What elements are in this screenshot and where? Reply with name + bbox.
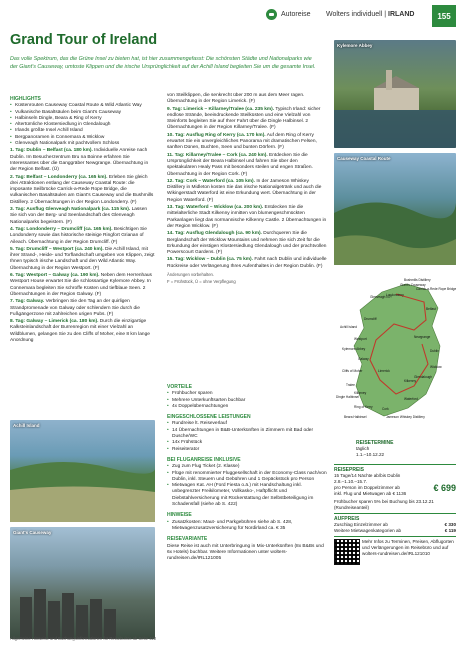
section-country: IRLAND <box>388 11 415 18</box>
itinerary-day <box>10 227 155 246</box>
fruehbucher-text: Frühbucher sparen 5% bei Buchung bis 23.12.21 (Rundreiseanteil) <box>334 499 434 510</box>
flug-list <box>167 464 327 508</box>
day-text: Entdecken Sie die mittelalterliche Stadt Kilkenny inmitten von blumengeschmückten Parkanlagen liegt das normannische Kilkenny Castle. 2 Übernachtungen in der Region Wicklow. (F) <box>167 205 327 229</box>
reisepreis-period: 2.8.–1.10.–15.7. <box>334 479 368 484</box>
leistungen-heading: EINGESCHLOSSENE LEISTUNGEN <box>167 414 251 421</box>
flug-heading: BEI FLUGANREISE INKLUSIVE <box>167 456 241 463</box>
map-label: Waterford <box>404 397 418 401</box>
reisetermine-box <box>356 440 456 458</box>
list-item: • Irlands größte Insel Achill Island <box>10 128 155 134</box>
list-item: • Bergpanoramen in Connemara & Wicklow <box>10 135 155 141</box>
day-title: 1. Tag: Dublin – Belfast (ca. 180 km). <box>10 148 93 154</box>
list-item: • 14 Übernachtungen in B&B-Unterkünften in Zimmern mit Bad oder Dusche/WC <box>167 428 327 441</box>
itinerary-days-2 <box>167 93 327 270</box>
itinerary-day <box>10 207 155 226</box>
more-info-row <box>334 539 456 565</box>
reisetermine-dates: 1.1.–10.12.22 <box>356 452 385 457</box>
photo-achill-island <box>10 420 155 522</box>
ireland-route-map <box>334 268 456 436</box>
photo-kylemore-abbey <box>334 40 456 148</box>
list-item: • Glenveagh Nationalpark mit pachtvollem Schloss <box>10 141 155 147</box>
note: Änderungen vorbehalten. <box>167 272 215 278</box>
list-item: • Vulkanische Basaltsäulen beim Giant's Causeway <box>10 110 155 116</box>
price-row <box>334 485 456 497</box>
divider <box>334 536 456 537</box>
day-title: 8. Tag: Galway – Limerick (ca. 180 km). <box>10 319 99 325</box>
aufpreis-value: € 119 <box>444 528 456 533</box>
map-label: Wicklow <box>430 365 442 369</box>
aufpreis-label: Zuschlag Einzelzimmer ab <box>334 522 388 527</box>
photo-caption: Kylemore Abbey <box>337 43 373 48</box>
reisetermine-heading: REISETERMINE <box>356 440 394 446</box>
category-label: Autoreise <box>281 11 311 18</box>
price-flight-text: inkl. Flug und Mietwagen ab € 1136 <box>334 491 407 496</box>
leistungen-list <box>167 421 327 452</box>
island-illustration <box>10 420 155 522</box>
aufpreis-value: € 330 <box>444 522 456 527</box>
hinweise-heading: HINWEISE <box>167 512 192 519</box>
itinerary-column-1 <box>10 92 155 344</box>
photo-causeway-coastal-route <box>334 153 456 265</box>
map-label: Killarney <box>354 391 367 395</box>
coast-illustration <box>334 153 456 265</box>
day-title: 11. Tag: Killarney/Tralee – Cork (ca. 240 km). <box>167 152 268 158</box>
more-info-text: Mehr Infos zu Terminen, Preisen, Abflugorten und Verlängerungen im Reisebüro und auf wolters-rundreisen.de/IRL121010 <box>362 539 454 556</box>
day-title: 3. Tag: Ausflug Glenveagh Nationalpark (ca. 115 km). <box>10 207 131 213</box>
day-title: 7. Tag: Galway. <box>10 299 45 305</box>
list-item: • Zusatzkosten: Maut- und Parkgebühren siehe ab S. 428, Mietwagenzusatzversicherung für Nordirland ca. € 35 <box>167 520 327 533</box>
map-label: Achill Island <box>340 325 358 329</box>
map-label: Drumcliff <box>364 317 377 321</box>
map-label: Cork <box>382 407 389 411</box>
map-label: Belfast <box>426 307 436 311</box>
day-text: Erleben Sie gleich drei Attraktionen entlang der Causeway Coastal Route: die imposante Seilbrücke Carrick-a-Rede Rope Bridge, die vulkanischen Basaltsäulen am Giant's Causeway und die Bushmills Distillery. 2 Übernachtungen in der Region Londonderry. (F) <box>10 174 154 205</box>
map-label: Tralee <box>346 383 355 387</box>
day-text: Die Achill Island, mit ihrer Strand-, Heide- und Torflandschaft umgeben von Klippen, zeigt Ihnen typisch irische Landschaft und den Wild Atlantic Way. Übernachtung in der Region Westport. (F) <box>10 246 155 271</box>
day-text: Fahrt nach Dublin und individuelle Rückreise oder Verlängerung Ihres Aufenthaltes in der Region Dublin. (F) <box>167 257 327 269</box>
reisetermine-frequency: täglich <box>356 446 370 451</box>
aufpreis-heading: AUFPREIS <box>334 516 360 522</box>
reisepreis-duration: 15 Tage/14 Nächte ab/bis Dublin <box>334 473 401 478</box>
page-title: Grand Tour of Ireland <box>10 32 158 48</box>
list-item: • 4x Doppelübernachtungen <box>167 404 327 410</box>
highlights-heading: HIGHLIGHTS <box>10 96 41 102</box>
day-text: In der Jameson Whiskey Distillery in Midleton kosten Sie das irische Nationalgetränk und auch die Wikingerstadt Waterford ist eine Erkundung wert. Übernachtung in der Region Waterford. (F) <box>167 178 322 203</box>
map-label: Bushmills Distillery <box>404 278 431 282</box>
day-title: 14. Tag: Ausflug Glendalough (ca. 90 km). <box>167 231 262 237</box>
section-label <box>326 11 414 18</box>
list-item: • Küstenrouten Causeway Coastal Route & Wild Atlantic Way <box>10 103 155 109</box>
list-item: • Mietwagen Kat. AH (Ford Fiesta o.ä.) mit Handschaltung inkl. unbegrenzter Freikilometer, Vollkasko-, Haftpflicht und Diebstahlversicherung mit Rückerstattung der Selbstbeteiligung im Schadensfall (siehe ab S. 422) <box>167 483 327 508</box>
map-label: Glenveagh N.P. <box>370 295 393 299</box>
map-label: Kilkenny <box>404 379 417 383</box>
abbey-illustration <box>334 40 456 148</box>
day-title: 13. Tag: Waterford – Wicklow (ca. 200 km). <box>167 205 264 211</box>
ireland-landmass <box>354 284 440 416</box>
map-label: Limerick <box>378 369 390 373</box>
day-title: 5. Tag: Drumcliff – Westport (ca. 240 km). <box>10 246 104 252</box>
day-title: 9. Tag: Limerick – Killarney/Tralee (ca. 235 km). <box>167 106 275 112</box>
note: F = Frühstück, Ü = ohne Verpflegung <box>167 279 236 285</box>
aufpreis-label: Weitere Mietwagenkategorien ab <box>334 528 402 533</box>
list-item: • Altertümliche Klostersiedlung in Glendalough <box>10 122 155 128</box>
list-item: • Frühbucher sparen <box>167 391 327 397</box>
map-label: Carrick-a-Rede Rope Bridge <box>416 287 456 291</box>
day-title: 2. Tag: Belfast – Londonderry (ca. 165 km). <box>10 174 108 180</box>
page-footer: Allgemeine Hinweise und Buchungsinformationen für Reisebuiros ab Seite 422 <box>10 636 157 641</box>
day-text: Auf dem Ring of Kerry erwartet Sie ein unvergleichliches Panorama mit dramatischen Felsen, sanften Dünen, Buchten, Seen und bunten Dörfern. (F) <box>167 132 317 151</box>
day-text: von Steilklippen, die senkrecht über 200 m aus dem Meer ragen. Übernachtung in der Region Limerick. (F) <box>167 93 305 105</box>
day-title: 12. Tag: Cork – Waterford (ca. 105 km). <box>167 178 255 184</box>
map-label: Giant's Causeway <box>400 283 426 287</box>
itinerary-day <box>167 153 327 178</box>
day-text: Typisch Irland: sicher endlose Strände, beeindruckende Steilküsten und eine Vielzahl von Steinforts begleiten Sie auf Ihrer Fahrt über die Dingle Halbinsel. 2 Übernachtungen in der Region Killarney/Tralee. (F) <box>167 106 321 131</box>
map-label: Dublin <box>430 349 440 353</box>
map-label: Jameson Whiskey Distillery <box>386 415 425 419</box>
reisevariante-heading: REISEVARIANTE <box>167 536 208 543</box>
page-header <box>0 0 456 28</box>
list-item: • Flüge mit renommierter Fluggesellschaft in der Economy-Class nach/von Dublin, inkl. Steuern und Gebühren und 1 Gepäckstück pro Person <box>167 471 327 484</box>
map-label: Beara Halbinsel <box>344 415 367 419</box>
category-tag <box>266 9 311 20</box>
itinerary-day <box>167 107 327 132</box>
photo-caption: Giant's Causeway <box>13 530 52 535</box>
photo-giants-causeway <box>10 527 155 639</box>
map-label: Glendalough <box>414 375 433 379</box>
reisepreis-heading: REISEPREIS <box>334 467 365 473</box>
vorteile-list <box>167 391 327 410</box>
itinerary-days-1 <box>10 148 155 344</box>
itinerary-day <box>167 179 327 204</box>
itinerary-day <box>167 93 327 106</box>
itinerary-day <box>10 319 155 344</box>
aufpreis-row <box>334 528 456 534</box>
divider <box>334 464 456 465</box>
day-text: Lassen Sie sich von der Berg- und Seenlandschaft des Glenveagh Nationalparks begeistern. (F) <box>10 207 148 225</box>
itinerary-day <box>167 231 327 256</box>
itinerary-day <box>10 247 155 272</box>
map-label: Londonderry <box>386 293 404 297</box>
list-item: • 14x Frühstück <box>167 440 327 446</box>
itinerary-day <box>10 148 155 173</box>
map-label: Kylemore Abbey <box>342 347 366 351</box>
map-label: Galway <box>358 357 369 361</box>
vorteile-heading: VORTEILE <box>167 384 193 390</box>
reisepreis-box <box>334 462 456 565</box>
basalt-illustration <box>10 527 155 639</box>
price-label-text: pro Person im Doppelzimmer ab <box>334 485 400 490</box>
map-label: Ring of Kerry <box>354 405 373 409</box>
itinerary-column-2 <box>167 92 327 285</box>
price-value: € 699 <box>433 483 456 493</box>
itinerary-day <box>10 299 155 318</box>
list-item: • Halbinseln Dingle, Beara & Ring of Kerry <box>10 116 155 122</box>
page-number: 155 <box>432 5 456 27</box>
day-text: Besichtigen Sie Londonderry sowie das historische steinige Ringfort Grianan of Aileach. Übernachtung in der Region Drumcliff. (F) <box>10 226 147 245</box>
itinerary-day <box>167 205 327 230</box>
divider <box>334 513 456 514</box>
map-label: Cliffs of Moher <box>342 369 363 373</box>
day-text: Durch die einzigartige Kalksteinlandschaft der Burrenregion mit einer Vielzahl an Wildblumen, gelangen Sie zu den Cliffs of Moher, eine 8 km lange Anordnung <box>10 319 150 343</box>
day-title: 15. Tag: Wicklow – Dublin (ca. 75 km). <box>167 257 253 263</box>
map-label: Newgrange <box>414 335 431 339</box>
day-text: Neben dem Herrenhaus Westport House erwartet Sie die schlossartige Kylemore Abbey. In Connemara begleiten Sie schroffe Küsten und tiefblaue Seen. 2 Übernachtungen in der Region Galway. (F) <box>10 273 152 297</box>
day-title: 10. Tag: Ausflug Ring of Kerry (ca. 170 km). <box>167 132 266 138</box>
services-column <box>167 380 327 562</box>
photo-caption: Causeway Coastal Route <box>337 156 391 161</box>
list-item: • Zug zum Flug Ticket (2. Klasse) <box>167 464 327 470</box>
car-icon <box>266 9 277 20</box>
qr-code-icon[interactable] <box>334 539 360 565</box>
map-label: Dingle Halbinsel <box>336 395 360 399</box>
photo-caption: Achill Island <box>13 423 40 428</box>
itinerary-day <box>10 175 155 206</box>
reisevariante-text: Diese Reise ist auch mit Unterbringung in Mix-Unterkünften (8x B&Bs und 6x Hotels) buchbar. Weitere Informationen unter wolters-rundreisen.de/IRL121005 <box>167 543 324 562</box>
itinerary-day <box>167 133 327 152</box>
intro-text: Das volle Spektrum, das die Grüne Insel zu bieten hat, ist hier zusammengefasst: Die schönsten Städte und Nationalparks wie der Giant's Causeway, umtoste Klippen und die irische Ursprünglichkeit auf der Achill Island begleiten Sie um die gesamte Insel. <box>10 56 316 70</box>
day-text: Durchqueren Sie die Berglandschaft der Wicklow Mountains und nehmen Sie sich Zeit für die Erkundung der einstigen Klostersiedlung Glendalough und der prachtvollen Powerscourt Gardens. (F) <box>167 231 327 256</box>
list-item: • Mehrere Unterkunftsarten buchbar <box>167 398 327 404</box>
hinweise-list <box>167 520 327 533</box>
itinerary-day <box>10 273 155 298</box>
day-title: 4. Tag: Londonderry – Drumcliff (ca. 165 km). <box>10 226 113 232</box>
highlights-list <box>10 103 155 147</box>
map-label: Westport <box>354 337 367 341</box>
itinerary-day <box>167 257 327 270</box>
day-text: Individuelle Anreise nach Dublin. Im Besucherzentrum Bru na Boinne erfahren Sie Interessantes über die Ganggräber Newgrange. Übernachtung in der Region Belfast. (Ü) <box>10 148 149 173</box>
section-prefix: Wolters individuell | <box>326 11 388 18</box>
day-text: Verbringen Sie den Tag an der quirligen Strandpromenade von Galway oder schlendern Sie durch die Fußgängerzone mit zahlreichen urigen Pubs. (F) <box>10 299 140 317</box>
price-label <box>334 485 406 497</box>
day-title: 6. Tag: Westport – Galway (ca. 190 km). <box>10 273 100 279</box>
list-item: • Reiseiterator <box>167 447 327 453</box>
day-text: Entdecken Sie die Ursprünglichkeit der Beara Halbinsel und fahren Sie über den spektakulären Healy Pass mit besonders steilen und engen Straßen. Übernachtung in der Region Cork. (F) <box>167 152 313 177</box>
list-item: • Rundreise lt. Reiseverlauf <box>167 421 327 427</box>
